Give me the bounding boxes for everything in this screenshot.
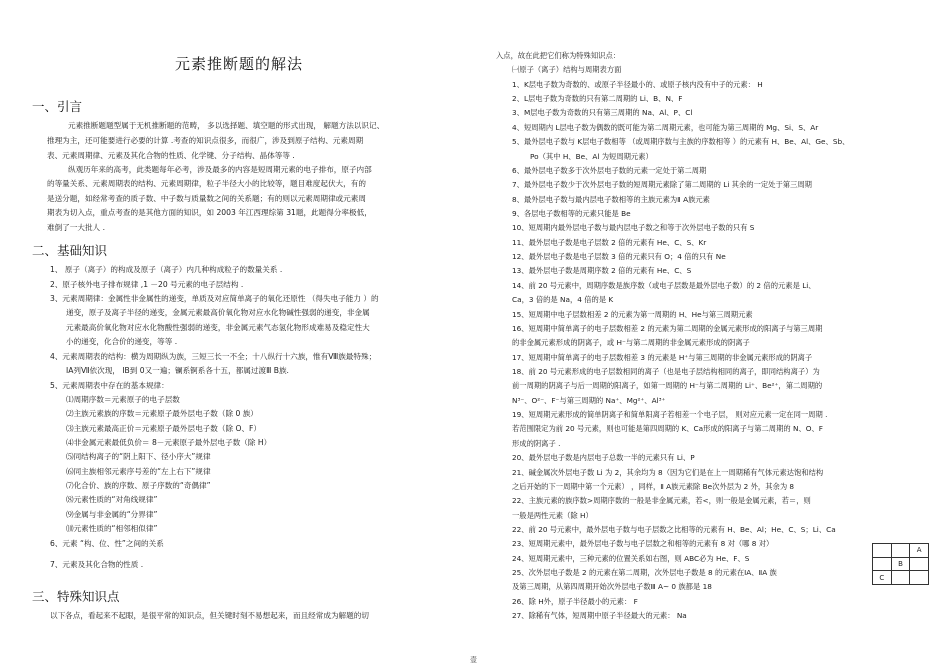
basic-line: 2、原子核外电子排布规律 ,1 －20 号元素的电子层结构 . — [50, 280, 244, 289]
right-line: 若范围限定为前 20 号元素，则也可能是第四周期的 K、Ca形成的阳离子与第二周期的 N、O、F — [512, 424, 823, 433]
right-line: 12、最外层电子数是电子层数 3 倍的元素只有 O；4 倍的只有 Ne — [512, 252, 726, 261]
right-line: 23、短周期元素中，最外层电子数与电子层数之和相等的元素有 8 对（哪 8 对） — [512, 539, 774, 548]
right-line: 16、短周期中简单离子的电子层数相差 2 的元素为第二周期的金属元素形成的阳离子与第三周期 — [512, 324, 823, 333]
basic-line: ⑶主族元素最高正价＝元素原子最外层电子数（除 O、F） — [66, 424, 262, 433]
grid-cell — [873, 544, 892, 558]
basic-line: ⑷非金属元素最低负价＝ 8－元素原子最外层电子数（除 H） — [66, 438, 272, 447]
basic-line: 元素最高价氧化物对应水化物酸性强弱的递变，非金属元素气态氢化物形成难易及稳定性大 — [66, 323, 370, 332]
section-heading-basic: 二、基础知识 — [32, 243, 108, 258]
right-line: 3、M层电子数为奇数的只有第三周期的 Na、Al、P、Cl — [512, 108, 693, 117]
basic-line: 6、元素 “构、位、性”之间的关系 — [50, 539, 164, 548]
right-line: 19、短周期元素形成的简单阴离子和简单阳离子若相差一个电子层， 则对应元素一定在同一周期 . — [512, 410, 828, 419]
right-line: 24、短周期元素中，三种元素的位置关系如右图，则 ABC必为 He、F、S — [512, 554, 750, 563]
right-line: 22、主族元素的族序数>周期序数的一般是非金属元素，若<，则一般是金属元素，若＝，则 — [512, 496, 811, 505]
intro-line: 难倒了一大批人 . — [47, 223, 105, 232]
basic-line: ⑵主族元素族的序数＝元素原子最外层电子数（除 0 族） — [66, 409, 258, 418]
basic-line: 5、元素周期表中存在的基本规律： — [50, 381, 169, 390]
section-heading-special: 三、特殊知识点 — [32, 589, 120, 604]
basic-line: 小的递变，化合价的递变，等等 . — [66, 337, 178, 346]
intro-line: 的等量关系、元素周期表的结构、元素周期律，粒子半径大小的比较等，题目难度起伏大，有的 — [47, 179, 366, 188]
right-line: 之后开始的下一周期中第一个元素） ，同样，Ⅱ A族元素除 Be次外层为 2 外，其余为 8 — [512, 482, 795, 491]
page-title: 元素推断题的解法 — [175, 55, 304, 73]
right-line: 11、最外层电子数是电子层数 2 倍的元素有 He、C、S、Kr — [512, 238, 707, 247]
right-line: Po（其中 H、Be、Al 为短周期元素） — [530, 152, 653, 161]
basic-line: ⑻元素性质的“对角线规律” — [66, 495, 158, 504]
basic-line: 4、元素周期表的结构：横为周期纵为族，三短三长一不全；十八纵行十六族，惟有Ⅷ族最特殊； — [50, 352, 377, 361]
right-line: 21、碱金属次外层电子数 Li 为 2，其余均为 8（因为它们是在上一周期稀有气体元素达饱和结构 — [512, 468, 824, 477]
grid-cell-a: A — [910, 544, 929, 558]
grid-cell — [910, 571, 929, 585]
right-line: 的非金属元素形成的阴离子，或 H⁻与第二周期的非金属元素形成的阴离子 — [512, 338, 750, 347]
right-subheading: ㈠原子（离子）结构与周期表方面 — [512, 65, 622, 74]
right-line: 17、短周期中简单离子的电子层数相差 3 的元素是 H⁺与第三周期的非金属元素形成的阴离子 — [512, 353, 813, 362]
basic-line: ⑴周期序数＝元素原子的电子层数 — [66, 395, 180, 404]
right-line: 形成的阴离子 . — [512, 439, 561, 448]
intro-line: 推理为主，还可能要进行必要的计算 .考查的知识点很多，而很广，涉及到原子结构、元素周期 — [47, 136, 364, 145]
grid-cell — [910, 557, 929, 571]
right-line: 9、各层电子数相等的元素只能是 Be — [512, 209, 631, 218]
right-line: 10、短周期内最外层电子数与最内层电子数之和等于次外层电子数的只有 S — [512, 223, 755, 232]
section-heading-intro: 一、引言 — [32, 99, 83, 114]
right-line: 一般是两性元素（除 H） — [512, 511, 593, 520]
intro-line: 表、元素周期律、元素及其化合物的性质、化学键、分子结构、晶体等等 . — [47, 151, 295, 160]
grid-cell — [891, 544, 910, 558]
basic-line: ⑹同主族相邻元素序号差的“左上右下”规律 — [66, 467, 211, 476]
right-line: Ca，3 倍的是 Na，4 倍的是 K — [512, 295, 614, 304]
right-line: 2、L层电子数为奇数的只有第二周期的 Li、B、N、F — [512, 94, 683, 103]
basic-line: ⑽元素性质的“相邻相似律” — [66, 524, 158, 533]
intro-line: 是送分题，如经常考查的质子数、中子数与质量数之间的关系题；有的则以元素周期律或元素周 — [47, 194, 366, 203]
right-line: 13、最外层电子数是周期序数 2 倍的元素有 He、C、S — [512, 266, 692, 275]
right-line: 8、最外层电子数与最内层电子数相等的主族元素为Ⅱ A族元素 — [512, 195, 710, 204]
intro-line: 纵观历年来的高考，此类题每年必考，涉及最多的内容是短周期元素的电子排布，原子内部 — [68, 165, 372, 174]
right-line: 14、前 20 号元素中，周期序数是族序数（或电子层数是最外层电子数）的 2 倍的元素是 Li、 — [512, 281, 816, 290]
page-number: 壹 — [470, 656, 477, 664]
grid-cell — [891, 571, 910, 585]
basic-line: 7、元素及其化合物的性质 . — [50, 560, 144, 569]
right-line: 27、除稀有气体，短周期中原子半径最大的元素： Na — [512, 611, 687, 620]
periodic-position-grid — [872, 543, 929, 585]
basic-line: ⑼金属与非金属的“分界律” — [66, 510, 158, 519]
intro-line: 期表为切入点，重点考查的是其他方面的知识，如 2003 年江西理综第 31题，此题得分率极低， — [47, 208, 372, 217]
right-line: 6、最外层电子数多于次外层电子数的元素一定处于第二周期 — [512, 166, 707, 175]
basic-line: 3、元素周期律：金属性非金属性的递变，单质及对应简单离子的氧化还原性 （得失电子能力 ）的 — [50, 294, 379, 303]
right-line: 15、短周期中电子层数相差 2 的元素为第一周期的 H、He与第三周期元素 — [512, 310, 753, 319]
right-line: 20、最外层电子数是内层电子总数一半的元素只有 Li、P — [512, 453, 695, 462]
basic-line: ⑸同结构离子的“阴上阳下、径小序大”规律 — [66, 452, 211, 461]
intro-line: 元素推断题题型属于无机推断题的范畴， 多以选择题、填空题的形式出现， 解题方法以识记、 — [68, 121, 385, 130]
right-line: 入点，故在此把它们称为特殊知识点： — [496, 51, 621, 60]
basic-line: ⑺化合价、族的序数、原子序数的“奇偶律” — [66, 481, 211, 490]
right-line: 18、前 20 号元素形成的电子层数相同的离子（也是电子层结构相同的离子，即同结构离子）为 — [512, 367, 820, 376]
right-line: 5、最外层电子数与 K层电子数相等 （或周期序数与主族的序数相等 ）的元素有 H、Be、Al、Ge、Sb、 — [512, 137, 850, 146]
grid-cell-b: B — [891, 557, 910, 571]
right-line: 25、次外层电子数是 2 的元素在第二周期，次外层电子数是 8 的元素在ⅠA、ⅡA 族 — [512, 568, 777, 577]
right-line: 7、最外层电子数少于次外层电子数的短周期元素除了第二周期的 Li 其余的一定处于第三周期 — [512, 180, 812, 189]
right-line: 22、前 20 号元素中，最外层电子数与电子层数之比相等的元素有 H、Be、Al；He、C、S；Li、Ca — [512, 525, 836, 534]
right-line: 1、K层电子数为奇数的、或原子半径最小的、或原子核内没有中子的元素： H — [512, 80, 763, 89]
grid-cell-c: C — [873, 571, 892, 585]
right-line: 4、短周期内 L层电子数为偶数的既可能为第二周期元素，也可能为第三周期的 Mg、Si、S、Ar — [512, 123, 819, 132]
right-line: 26、除 H外，原子半径最小的元素： F — [512, 597, 638, 606]
basic-line: 递变，原子及离子半径的递变，金属元素最高价氧化物对应水化物碱性强弱的递变，非金属 — [66, 308, 370, 317]
grid-cell — [873, 557, 892, 571]
right-line: 及第三周期，从第四周期开始次外层电子数Ⅲ A~ 0 族都是 18 — [512, 582, 712, 591]
basic-line: ⅠA列Ⅶ依次现， ⅠB到 0又一遍；镧系锕系各十五，都属过渡Ⅲ B族. — [66, 366, 289, 375]
special-line: 以下各点，看起来不起眼，是很平常的知识点，但关键时刻不易想起来，而且经常成为解题的切 — [50, 611, 369, 620]
right-line: N³⁻、O²⁻、F⁻与第三周期的 Na⁺、Mg²⁺、Al³⁺ — [512, 396, 666, 405]
basic-line: 1、 原子（离子）的构成及原子（离子）内几种构成粒子的数量关系 . — [50, 265, 283, 274]
right-line: 前一周期的阴离子与后一周期的阳离子，如第一周期的 H⁻与第二周期的 Li⁺、Be²⁺，第二周期的 — [512, 381, 823, 390]
